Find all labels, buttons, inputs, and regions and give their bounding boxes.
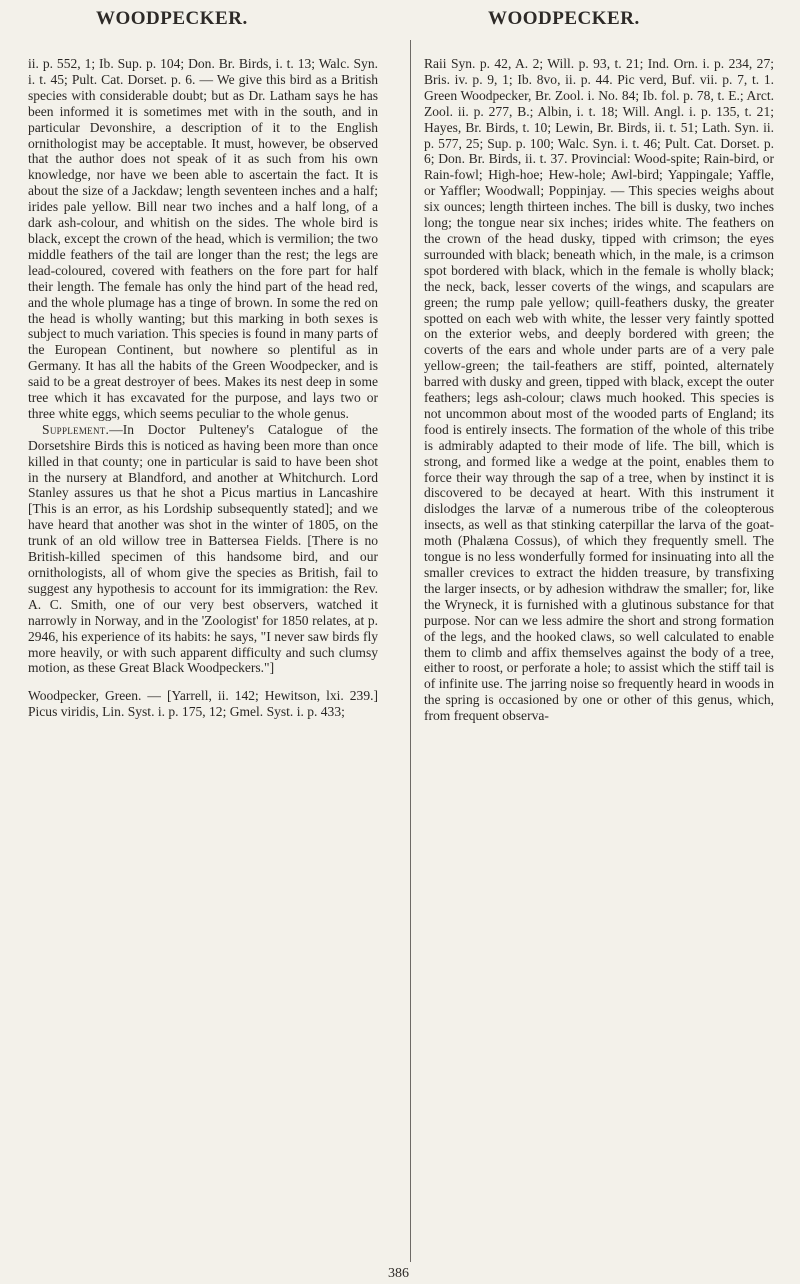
running-head-right: WOODPECKER.	[488, 8, 640, 29]
right-paragraph-1: Raii Syn. p. 42, A. 2; Will. p. 93, t. 21; Ind. Orn. i. p. 234, 27; Bris. iv. p. 9, 1; Ib. 8vo, ii. p. 44. Pic verd, Buf. vii. p. 7, t. 1. Green Woodpecker, Br. Zool. i. No. 84; Ib. fol. p. 78, t. E.; Arct. Zool. ii. p. 277, B.; Albin, i. t. 18; Will. Angl. i. p. 135, t. 21; Hayes, Br. Birds, t. 10; Lewin, Br. Birds, ii. t. 51; Lath. Syn. ii. p. 577, 25; Sup. p. 100; Walc. Syn. i. t. 46; Pult. Cat. Dorset. p. 6; Don. Br. Birds, ii. t. 37. Provincial: Wood-spite; Rain-bird, or Rain-fowl; High-hoe; Hew-hole; Awl-bird; Yappingale; Yaffle, or Yaffler; Woodwall; Poppinjay. — This species weighs about six ounces; length thirteen inches. The bill is dusky, two inches long; the tongue near six inches; irides white. The feathers on the crown of the head dusky, tipped with crimson; the eyes surrounded with black; beneath which, in the male, is a crimson spot bordered with black, which in the female is wholly black; the neck, back, lesser coverts of the wings, and scapulars are green; the rump pale yellow; quill-feathers dusky, the greater spotted on each web with white, the lesser very faintly spotted on the exterior webs, and deeply bordered with green; the coverts of the ears and whole under parts are of a very pale yellow-green; the tail-feathers are stiff, pointed, alternately barred with dusky and green, tipped with black, except the outer feathers; legs ash-colour; claws much hooked. This species is not uncommon about most of the wooded parts of England; its food is entirely insects. The formation of the whole of this tribe is admirably adapted to their mode of life. The bill, which is strong, and formed like a wedge at the point, enables them to force their way through the sap of a tree, when by instinct it is discovered to be decayed at heart. With this instrument it dislodges the larvæ of a numerous tribe of the coleopterous insects, as well as that stinking caterpillar the larva of the goat-moth (Phalæna Cossus), of which they frequently smell. The tongue is no less wonderfully formed for insinuating into all the smaller crevices to extract the hidden treasure, by transfixing the larger insects, or by adhesion withdraw the smaller; for, like the Wryneck, it is furnished with a glutinous substance for that purpose. Nor can we less admire the short and strong formation of the legs, and the hooked claws, so well calculated to enable them to climb and affix themselves against the body of a tree, either to roost, or perforate a hole; to assist which the stiff tail is of infinite use. The jarring noise so frequently heard in woods in the spring is occasioned by one or other of this genus, which, from frequent observa-	[424, 56, 774, 724]
left-column	[28, 56, 378, 720]
green-woodpecker-entry: Woodpecker, Green. — [Yarrell, ii. 142; Hewitson, lxi. 239.] Picus viridis, Lin. Syst. i. p. 175, 12; Gmel. Syst. i. p. 433;	[28, 688, 378, 720]
supplement-text: —In Doctor Pulteney's Catalogue of the Dorsetshire Birds this is noticed as having been more than once killed in that county; one in particular is said to have been shot in the nursery at Blandford, and another at Whitchurch. Lord Stanley assures us that he shot a Picus martius in Lancashire [This is an error, as his Lordship subsequently stated]; and we have heard that another was shot in the winter of 1805, on the trunk of an old willow tree in Battersea Fields. [There is no British-killed specimen of this handsome bird, and our ornithologists, all of whom give the species as British, fail to suggest any hypothesis to account for its immigration: the Rev. A. C. Smith, one of our very best observers, watched it narrowly in Norway, and in the 'Zoologist' for 1850 relates, at p. 2946, his experience of its habits: he says, "I never saw birds fly more heavily, or with such apparent difficulty and such clumsy motion, as these Great Black Woodpeckers."]	[28, 421, 378, 676]
column-divider	[410, 40, 411, 1262]
left-paragraph-1: ii. p. 552, 1; Ib. Sup. p. 104; Don. Br. Birds, i. t. 13; Walc. Syn. i. t. 45; Pult. Cat. Dorset. p. 6. — We give this bird as a British species with considerable doubt; but as Dr. Latham says he has been informed it is sometimes met with in the south, and in particular Devonshire, a description of it to the English ornithologist may be acceptable. It must, however, be observed that the author does not speak of it as such from his own knowledge, nor have we been able to ascertain the fact. It is about the size of a Jackdaw; length seventeen inches and a half; irides pale yellow. Bill near two inches and a half long, of a dark ash-colour, and whitish on the sides. The whole bird is black, except the crown of the head, which is vermilion; the two middle feathers of the tail are longer than the rest; the legs are lead-coloured, covered with feathers on the fore part for half their length. The female has only the hind part of the head red, and the whole plumage has a tinge of brown. In some the red on the head is wholly wanting; but this marking in both sexes is subject to much variation. This species is found in many parts of the European Continent, but nowhere so plentiful as in Germany. It has all the habits of the Green Woodpecker, and is said to be a great destroyer of bees. Makes its nest deep in some tree which it has excavated for the purpose, and lays two or three white eggs, which seems peculiar to the whole genus.	[28, 56, 378, 421]
right-column	[424, 56, 774, 724]
supplement-paragraph	[28, 422, 378, 677]
supplement-label: Supplement.	[42, 421, 110, 437]
page-number: 386	[388, 1266, 409, 1281]
running-head-left: WOODPECKER.	[96, 8, 248, 29]
